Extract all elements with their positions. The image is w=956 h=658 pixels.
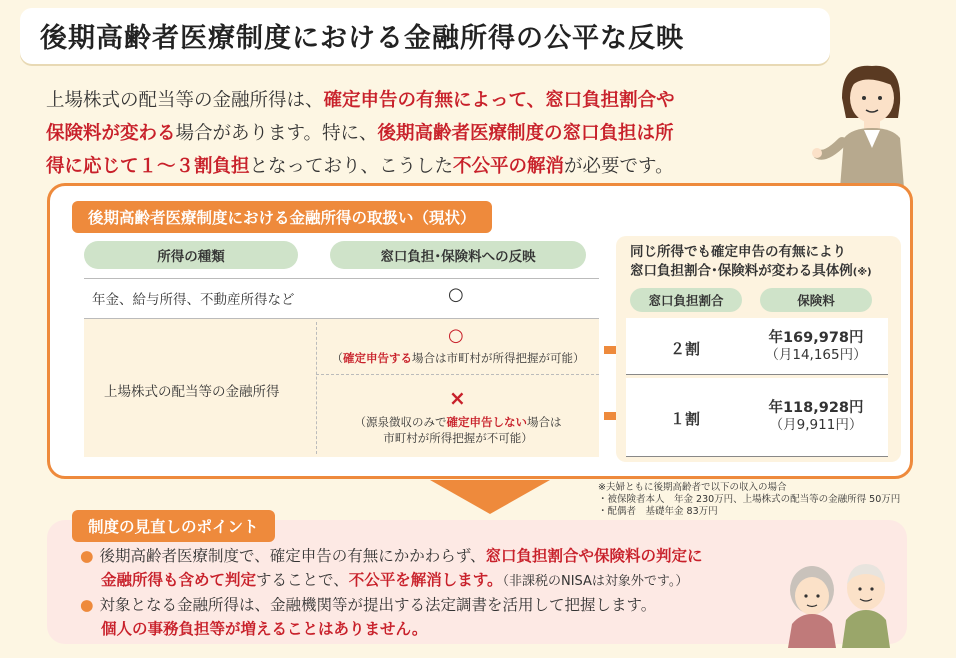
review-text: 後期高齢者医療制度で、確定申告の有無にかかわらず、	[99, 547, 486, 565]
not-filed-note-pre: （源泉徴収のみで	[354, 415, 447, 429]
intro-emphasis: 後期高齢者医療制度の窓口負担は所	[377, 123, 674, 144]
row-mark-not-filed: ×	[449, 386, 466, 410]
example-premium-annual: 年118,928円	[768, 400, 864, 416]
review-points-tab: 制度の見直しのポイント	[72, 510, 275, 542]
not-filed-note-emphasis: 確定申告しない	[446, 415, 527, 429]
review-emphasis: 窓口負担割合や保険料の判定に	[485, 547, 703, 565]
review-text: （非課税のNISAは対象外です。）	[502, 574, 689, 589]
review-bullet-2	[80, 595, 656, 616]
presenter-illustration	[812, 58, 932, 188]
row-mark-pension: ○	[448, 284, 464, 305]
example-premium-monthly: （月14,165円）	[765, 347, 867, 363]
example-premium-monthly: （月9,911円）	[769, 417, 863, 433]
table-divider	[316, 374, 599, 376]
review-text: 対象となる金融所得は、金融機関等が提出する法定調書を活用して把握します。	[99, 596, 657, 614]
filed-note-pre: （	[331, 351, 343, 365]
review-bullet-2-line2	[101, 619, 427, 640]
intro-text: となっており、こうした	[249, 156, 454, 177]
example-premium	[752, 400, 880, 434]
table-divider	[316, 322, 317, 454]
review-text: することで、	[256, 571, 349, 589]
intro-emphasis: 不公平の解消	[453, 156, 565, 177]
example-column-ratio: 窓口負担割合	[630, 288, 742, 312]
footnote-line: ・配偶者 基礎年金 83万円	[598, 506, 718, 517]
intro-emphasis: 得に応じて１〜３割負担	[46, 156, 250, 177]
intro-text: 上場株式の配当等の金融所得は、	[46, 90, 324, 111]
not-filed-note-post: 場合は	[527, 415, 562, 429]
column-header-reflection: 窓口負担･保険料への反映	[330, 241, 586, 269]
review-emphasis: 個人の事務負担等が増えることはありません。	[101, 620, 428, 638]
current-situation-tab: 後期高齢者医療制度における金融所得の取扱い（現状）	[72, 201, 492, 233]
footnote-line: ※夫婦ともに後期高齢者で以下の収入の場合	[598, 482, 787, 493]
page-title: 後期高齢者医療制度における金融所得の公平な反映	[40, 23, 684, 54]
bullet-icon: ●	[80, 547, 94, 565]
arrow-down-icon	[430, 480, 550, 514]
row-mark-filed: ○	[448, 325, 464, 346]
intro-text: が必要です。	[564, 156, 674, 177]
elderly-couple-illustration	[780, 548, 900, 648]
example-premium	[752, 330, 880, 364]
example-title-line2: 窓口負担割合･保険料が変わる具体例	[630, 263, 853, 279]
footnote	[598, 482, 900, 518]
filed-note-post: 場合は市町村が所得把握が可能）	[412, 351, 585, 365]
row-label-financial-income: 上場株式の配当等の金融所得	[104, 384, 280, 400]
review-bullet-1	[80, 546, 703, 567]
filed-note-emphasis: 確定申告する	[343, 351, 412, 365]
example-ratio: １割	[670, 410, 701, 428]
footnote-line: ・被保険者本人 年金 230万円、上場株式の配当等の金融所得 50万円	[598, 494, 901, 505]
bullet-icon: ●	[80, 596, 94, 614]
not-filed-note-line2: 市町村が所得把握が不可能）	[383, 431, 533, 445]
table-divider	[626, 456, 888, 457]
example-premium-annual: 年169,978円	[768, 330, 864, 346]
example-column-premium: 保険料	[760, 288, 872, 312]
table-divider	[84, 278, 599, 279]
review-emphasis: 金融所得も含めて判定	[101, 571, 257, 589]
intro-emphasis: 確定申告の有無によって、窓口負担割合や	[323, 90, 675, 111]
row-label-pension: 年金、給与所得、不動産所得など	[92, 292, 295, 308]
review-bullet-1-line2	[101, 570, 688, 592]
example-title-line1: 同じ所得でも確定申告の有無により	[630, 244, 846, 260]
review-emphasis: 不公平を解消します。	[348, 571, 503, 589]
example-title	[630, 243, 872, 282]
not-filed-note	[322, 414, 594, 430]
table-divider	[626, 374, 888, 375]
intro-paragraph	[46, 84, 816, 183]
example-ratio: ２割	[670, 340, 701, 358]
intro-emphasis: 保険料が変わる	[46, 123, 176, 144]
intro-text: 場合があります。特に、	[175, 123, 378, 144]
column-header-income-type: 所得の種類	[84, 241, 298, 269]
filed-note	[322, 350, 594, 366]
example-title-note: (※)	[852, 267, 872, 278]
